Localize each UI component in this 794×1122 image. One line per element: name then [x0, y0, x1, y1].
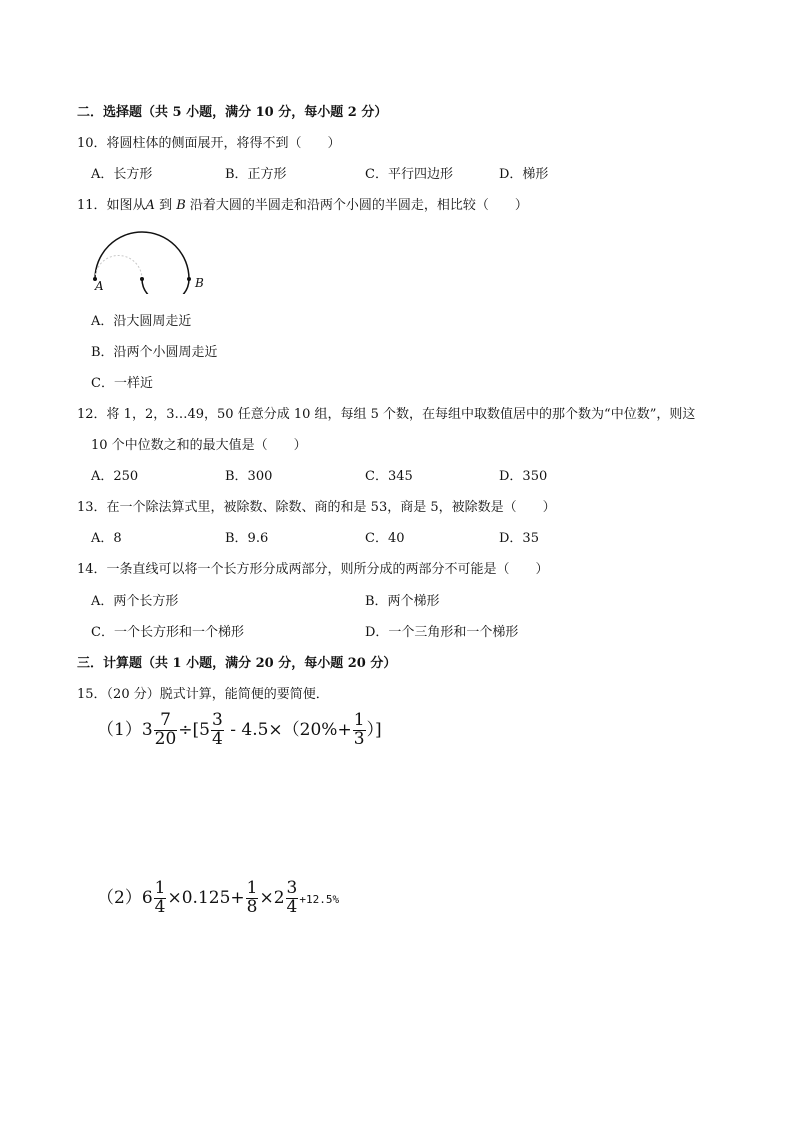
- q13-option-b[interactable]: B．9.6: [225, 531, 269, 546]
- q13-option-c[interactable]: C．40: [365, 531, 405, 546]
- q10-option-a[interactable]: A．长方形: [91, 167, 153, 182]
- q15-part1-fraction3: [353, 712, 366, 749]
- q15-part1-expression: [97, 712, 382, 749]
- q15-part2-fraction3: [286, 880, 299, 917]
- q13-option-a[interactable]: A．8: [91, 531, 122, 546]
- q11-stem-c: 沿着大圆的半圆走和沿两个小圆的半圆走，相比较（ ）: [185, 198, 528, 213]
- point-b-dot: [187, 277, 191, 281]
- q12-stem-line1: 12．将 1，2，3…49，50 任意分成 10 组，每组 5 个数，在每组中取数值居中的那个数为“中位数”，则这: [77, 407, 696, 422]
- q15-part1-end: ）]: [366, 719, 382, 740]
- q15-part2-fraction1: [154, 880, 167, 917]
- q14-option-d[interactable]: D．一个三角形和一个梯形: [365, 625, 519, 640]
- q10-stem: 10．将圆柱体的侧面展开，将得不到（ ）: [77, 136, 341, 151]
- q12-option-b[interactable]: B．300: [225, 469, 273, 484]
- q11-option-c[interactable]: C．一样近: [91, 376, 153, 391]
- q15-part1-fraction1: [154, 712, 178, 749]
- q15-part1-op1: ÷[5: [178, 719, 210, 740]
- q14-option-c[interactable]: C．一个长方形和一个梯形: [91, 625, 244, 640]
- fraction-denominator: 3: [353, 728, 365, 749]
- section2-title: 二．选择题（共 5 小题，满分 10 分，每小题 2 分）: [77, 105, 388, 120]
- q10-option-d[interactable]: D．梯形: [499, 167, 549, 182]
- q11-label-a: A: [95, 279, 104, 293]
- small-semicircle-arc-right: [142, 279, 189, 294]
- fraction-denominator: 4: [286, 896, 298, 917]
- q15-part2-end: +12.5%: [299, 892, 340, 906]
- q13-option-d[interactable]: D．35: [499, 531, 539, 546]
- fraction-denominator: 8: [246, 896, 258, 917]
- q11-option-b[interactable]: B．沿两个小圆周走近: [91, 345, 218, 360]
- q15-part2-label: （2）: [97, 887, 142, 908]
- q14-option-b[interactable]: B．两个梯形: [365, 594, 440, 609]
- fraction-numerator: 1: [154, 878, 166, 898]
- q15-stem: 15．（20 分）脱式计算，能简便的要简便．: [77, 687, 329, 702]
- q15-part1-mid: - 4.5×（20%+: [224, 719, 352, 740]
- q11-stem: [77, 198, 528, 214]
- q10-option-b[interactable]: B．正方形: [225, 167, 287, 182]
- q11-label-b: B: [195, 276, 204, 290]
- q11-option-a[interactable]: A．沿大圆周走近: [91, 314, 192, 329]
- fraction-numerator: 7: [154, 712, 178, 731]
- q12-option-d[interactable]: D．350: [499, 469, 548, 484]
- fraction-denominator: 4: [154, 896, 166, 917]
- q12-option-a[interactable]: A．250: [91, 469, 139, 484]
- q15-part2-mid2: ×2: [259, 887, 285, 908]
- q12-stem-line2: 10 个中位数之和的最大值是（ ）: [91, 438, 307, 453]
- q13-stem: 13．在一个除法算式里，被除数、除数、商的和是 53，商是 5，被除数是（ ）: [77, 500, 556, 515]
- small-semicircle-arc-left: [95, 256, 142, 280]
- q14-stem: 14．一条直线可以将一个长方形分成两部分，则所分成的两部分不可能是（ ）: [77, 562, 549, 577]
- q15-part2-mid1: ×0.125+: [167, 887, 245, 908]
- q15-part2-fraction2: [246, 880, 259, 917]
- fraction-denominator: 4: [212, 728, 223, 749]
- large-semicircle-arc: [95, 232, 189, 279]
- fraction-numerator: 3: [212, 710, 223, 730]
- q11-stem-b: 到: [154, 198, 177, 213]
- q11-point-a: A: [145, 198, 155, 213]
- fraction-numerator: 3: [286, 878, 298, 898]
- q15-part1-fraction2: [211, 712, 224, 749]
- q11-stem-a: 11．如图从: [77, 198, 146, 213]
- q15-part1-label: （1）: [97, 719, 142, 740]
- q15-part2-whole1: 6: [141, 887, 153, 908]
- q12-option-c[interactable]: C．345: [365, 469, 413, 484]
- q10-option-c[interactable]: C．平行四边形: [365, 167, 453, 182]
- point-mid-dot: [140, 277, 144, 281]
- fraction-numerator: 1: [353, 710, 365, 730]
- fraction-denominator: 20: [154, 728, 177, 749]
- fraction-numerator: 1: [246, 878, 258, 898]
- q15-part1-whole1: 3: [141, 719, 153, 740]
- q14-option-a[interactable]: A．两个长方形: [91, 594, 179, 609]
- q11-point-b: B: [176, 198, 186, 213]
- q15-part2-expression: [97, 880, 339, 917]
- section3-title: 三．计算题（共 1 小题，满分 20 分，每小题 20 分）: [77, 656, 397, 671]
